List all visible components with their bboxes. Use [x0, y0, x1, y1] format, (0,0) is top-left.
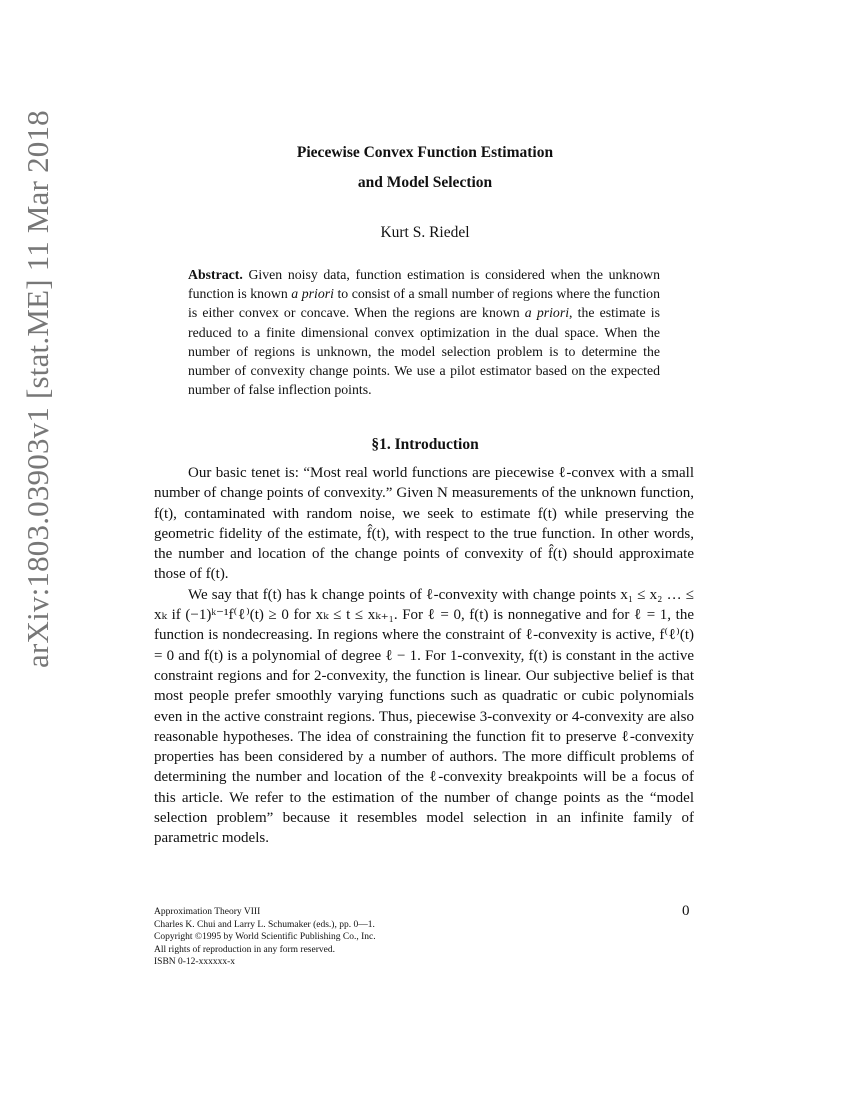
- footer-line-5: ISBN 0-12-xxxxxx-x: [154, 957, 236, 968]
- page-number: 0: [682, 903, 690, 919]
- abstract-label: Abstract.: [188, 267, 243, 282]
- arxiv-stamp: arXiv:1803.03903v1 [stat.ME] 11 Mar 2018: [20, 110, 55, 668]
- abstract-text-3: , the estimate is reduced to a finite dimensional convex optimization in the dual space. When the number of regions is unknown, the model selection problem is to determine the number of convexity change points. We use a pilot estimator based on the expected number of false inflection points.: [188, 305, 660, 398]
- title-line-2: and Model Selection: [357, 174, 493, 191]
- abstract-italic-2: a priori: [524, 305, 570, 321]
- abstract-text-1: Given noisy data, function estimation is considered when the unknown function is known: [188, 267, 660, 302]
- section-heading: §1. Introduction: [371, 436, 479, 453]
- paragraph-2: We say that f(t) has k change points of ℓ-convexity with change points x₁ ≤ x₂ … ≤ xₖ if (−1)ᵏ⁻¹f⁽ℓ⁾(t) ≥ 0 for xₖ ≤ t ≤ xₖ₊₁. For ℓ = 0, f(t) is nonnegative and for ℓ = 1, the function is nondecreasing. In regions where the constraint of ℓ-convexity is active, f⁽ℓ⁾(t) = 0 and f(t) is a polynomial of degree ℓ − 1. For 1-convexity, f(t) is constant in the active constraint regions and for 2-convexity, the function is linear. Our subjective belief is that most people prefer smoothly varying functions such as quadratic or cubic polynomials even in the active constraint regions. Thus, piecewise 3-convexity or 4-convexity are also reasonable hypotheses. The idea of constraining the function fit to preserve ℓ-convexity properties has been considered by a number of authors. The more difficult problems of determining the number and location of the ℓ-convexity breakpoints will be a focus of this article. We refer to the estimation of the number of change points as the “model selection problem” because it resembles model selection in an infinite family of parametric models.: [154, 586, 694, 847]
- body-text: [154, 463, 694, 849]
- footer-line-1: Approximation Theory VIII: [154, 907, 261, 917]
- abstract: [188, 265, 660, 399]
- footer-line-4: All rights of reproduction in any form reserved.: [154, 944, 335, 955]
- abstract-text-2: to consist of a small number of regions where the function is either convex or concave. When the regions are known: [188, 286, 660, 321]
- author: Kurt S. Riedel: [380, 224, 470, 241]
- footer-line-3: Copyright ©1995 by World Scientific Publishing Co., Inc.: [154, 932, 376, 943]
- footer-line-2: Charles K. Chui and Larry L. Schumaker (eds.), pp. 0—1.: [154, 919, 375, 930]
- paragraph-1: Our basic tenet is: “Most real world functions are piecewise ℓ-convex with a small number of change points of convexity.” Given N measurements of the unknown function, f(t), contaminated with random noise, we seek to estimate f(t) while preserving the geometric fidelity of the estimate, f̂(t), with respect to the true function. In other words, the number and location of the change points of convexity of f̂(t) should approximate those of f(t).: [154, 465, 694, 583]
- footer: [154, 906, 694, 969]
- title-line-1: Piecewise Convex Function Estimation: [296, 144, 554, 161]
- abstract-italic-1: a priori: [291, 286, 334, 302]
